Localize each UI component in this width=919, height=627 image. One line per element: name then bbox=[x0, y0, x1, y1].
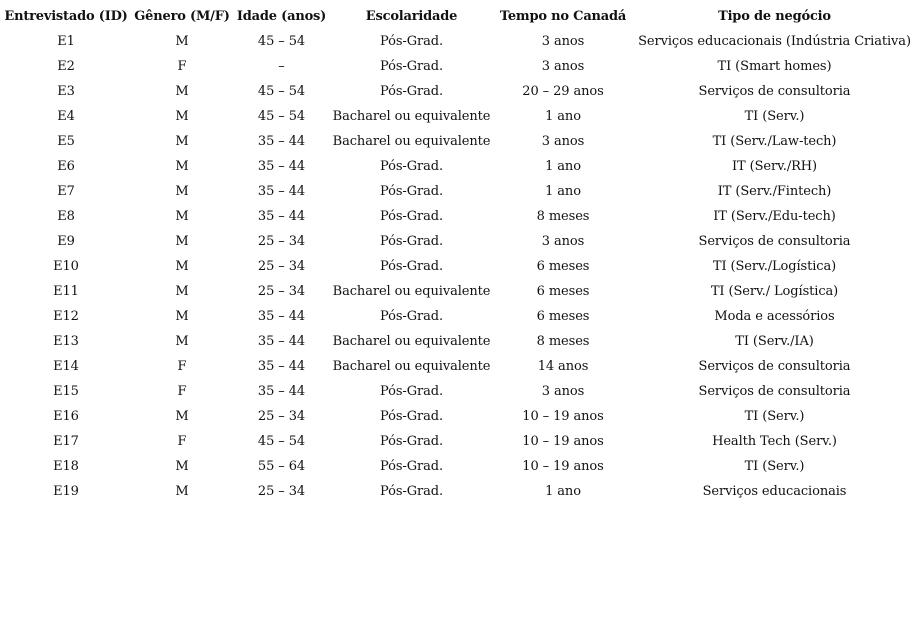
table-row bbox=[2, 179, 917, 204]
cell-gender: M bbox=[175, 109, 189, 124]
cell-id: E1 bbox=[57, 34, 75, 49]
cell-id: E7 bbox=[57, 184, 75, 199]
header-business-type: Tipo de negócio bbox=[718, 9, 831, 24]
table-row bbox=[2, 379, 917, 404]
cell-education: Pós-Grad. bbox=[379, 34, 443, 49]
cell-gender: M bbox=[175, 484, 189, 499]
cell-age: 45 – 54 bbox=[257, 84, 306, 99]
cell-education: Bacharel ou equivalente bbox=[332, 334, 491, 349]
cell-age: 25 – 34 bbox=[257, 409, 306, 424]
cell-id: E4 bbox=[57, 109, 75, 124]
cell-education: Pós-Grad. bbox=[379, 259, 443, 274]
cell-age: 45 – 54 bbox=[257, 109, 306, 124]
cell-age: 55 – 64 bbox=[257, 459, 306, 474]
cell-id: E16 bbox=[53, 409, 79, 424]
cell-education: Pós-Grad. bbox=[379, 59, 443, 74]
table-row bbox=[2, 454, 917, 479]
table-row bbox=[2, 429, 917, 454]
header-row bbox=[2, 4, 917, 29]
cell-gender: M bbox=[175, 334, 189, 349]
cell-education: Pós-Grad. bbox=[379, 459, 443, 474]
table-row bbox=[2, 304, 917, 329]
cell-age: 35 – 44 bbox=[257, 359, 306, 374]
cell-business-type: Serviços educacionais bbox=[702, 484, 847, 499]
cell-age: – bbox=[278, 59, 285, 74]
cell-age: 35 – 44 bbox=[257, 134, 306, 149]
cell-id: E17 bbox=[53, 434, 79, 449]
cell-time-in-canada: 1 ano bbox=[545, 484, 581, 499]
cell-time-in-canada: 6 meses bbox=[536, 259, 590, 274]
cell-time-in-canada: 6 meses bbox=[536, 309, 590, 324]
cell-business-type: TI (Serv./Logística) bbox=[712, 259, 837, 274]
cell-business-type: TI (Serv.) bbox=[744, 409, 805, 424]
cell-id: E12 bbox=[53, 309, 79, 324]
cell-gender: M bbox=[175, 234, 189, 249]
cell-business-type: TI (Smart homes) bbox=[717, 59, 832, 74]
header-education: Escolaridade bbox=[365, 9, 458, 24]
cell-business-type: TI (Serv./IA) bbox=[735, 334, 814, 349]
cell-education: Bacharel ou equivalente bbox=[332, 359, 491, 374]
cell-time-in-canada: 10 – 19 anos bbox=[522, 459, 604, 474]
cell-id: E15 bbox=[53, 384, 79, 399]
table-row bbox=[2, 404, 917, 429]
cell-education: Pós-Grad. bbox=[379, 309, 443, 324]
cell-age: 35 – 44 bbox=[257, 209, 306, 224]
header-id: Entrevistado (ID) bbox=[4, 9, 128, 24]
cell-id: E9 bbox=[57, 234, 75, 249]
cell-time-in-canada: 10 – 19 anos bbox=[522, 434, 604, 449]
cell-gender: M bbox=[175, 309, 189, 324]
cell-education: Pós-Grad. bbox=[379, 184, 443, 199]
cell-id: E10 bbox=[53, 259, 79, 274]
cell-time-in-canada: 20 – 29 anos bbox=[522, 84, 604, 99]
cell-business-type: TI (Serv.) bbox=[744, 459, 805, 474]
cell-time-in-canada: 8 meses bbox=[536, 209, 590, 224]
table-row bbox=[2, 279, 917, 304]
cell-gender: F bbox=[177, 359, 187, 374]
table-row bbox=[2, 54, 917, 79]
cell-id: E2 bbox=[57, 59, 75, 74]
cell-time-in-canada: 14 anos bbox=[537, 359, 589, 374]
table-row bbox=[2, 79, 917, 104]
cell-time-in-canada: 6 meses bbox=[536, 284, 590, 299]
cell-education: Bacharel ou equivalente bbox=[332, 109, 491, 124]
cell-time-in-canada: 3 anos bbox=[541, 59, 585, 74]
cell-age: 45 – 54 bbox=[257, 34, 306, 49]
cell-business-type: Serviços de consultoria bbox=[698, 84, 851, 99]
cell-age: 25 – 34 bbox=[257, 284, 306, 299]
cell-business-type: TI (Serv.) bbox=[744, 109, 805, 124]
cell-gender: M bbox=[175, 84, 189, 99]
interviewee-table-container bbox=[2, 4, 917, 504]
header-time-in-canada: Tempo no Canadá bbox=[499, 9, 627, 24]
table-row bbox=[2, 479, 917, 504]
cell-business-type: IT (Serv./RH) bbox=[731, 159, 818, 174]
cell-education: Pós-Grad. bbox=[379, 409, 443, 424]
cell-age: 35 – 44 bbox=[257, 184, 306, 199]
cell-id: E8 bbox=[57, 209, 75, 224]
cell-gender: F bbox=[177, 59, 187, 74]
cell-id: E6 bbox=[57, 159, 75, 174]
table-row bbox=[2, 204, 917, 229]
cell-time-in-canada: 1 ano bbox=[545, 184, 581, 199]
cell-id: E19 bbox=[53, 484, 79, 499]
cell-age: 25 – 34 bbox=[257, 484, 306, 499]
cell-time-in-canada: 3 anos bbox=[541, 134, 585, 149]
table-row bbox=[2, 354, 917, 379]
cell-education: Pós-Grad. bbox=[379, 434, 443, 449]
cell-id: E14 bbox=[53, 359, 79, 374]
cell-age: 35 – 44 bbox=[257, 384, 306, 399]
cell-education: Pós-Grad. bbox=[379, 484, 443, 499]
cell-gender: M bbox=[175, 184, 189, 199]
cell-gender: F bbox=[177, 384, 187, 399]
cell-time-in-canada: 3 anos bbox=[541, 384, 585, 399]
header-age: Idade (anos) bbox=[236, 9, 327, 24]
cell-time-in-canada: 3 anos bbox=[541, 34, 585, 49]
cell-education: Pós-Grad. bbox=[379, 384, 443, 399]
cell-time-in-canada: 8 meses bbox=[536, 334, 590, 349]
cell-id: E13 bbox=[53, 334, 79, 349]
cell-gender: M bbox=[175, 259, 189, 274]
cell-age: 25 – 34 bbox=[257, 259, 306, 274]
cell-education: Bacharel ou equivalente bbox=[332, 134, 491, 149]
cell-business-type: TI (Serv./Law-tech) bbox=[712, 134, 837, 149]
cell-business-type: Health Tech (Serv.) bbox=[712, 434, 837, 449]
cell-age: 35 – 44 bbox=[257, 159, 306, 174]
cell-gender: M bbox=[175, 459, 189, 474]
table-header bbox=[2, 4, 917, 29]
table-row bbox=[2, 154, 917, 179]
cell-gender: M bbox=[175, 284, 189, 299]
table-row bbox=[2, 104, 917, 129]
cell-business-type: IT (Serv./Fintech) bbox=[717, 184, 832, 199]
cell-education: Pós-Grad. bbox=[379, 234, 443, 249]
cell-gender: F bbox=[177, 434, 187, 449]
cell-time-in-canada: 1 ano bbox=[545, 159, 581, 174]
cell-business-type: IT (Serv./Edu-tech) bbox=[713, 209, 836, 224]
cell-business-type: Moda e acessórios bbox=[714, 309, 835, 324]
cell-education: Pós-Grad. bbox=[379, 84, 443, 99]
cell-education: Pós-Grad. bbox=[379, 209, 443, 224]
cell-gender: M bbox=[175, 134, 189, 149]
cell-business-type: Serviços educacionais (Indústria Criativa) bbox=[638, 34, 911, 49]
header-gender: Gênero (M/F) bbox=[134, 9, 230, 24]
cell-time-in-canada: 10 – 19 anos bbox=[522, 409, 604, 424]
cell-business-type: Serviços de consultoria bbox=[698, 384, 851, 399]
cell-id: E5 bbox=[57, 134, 75, 149]
cell-age: 45 – 54 bbox=[257, 434, 306, 449]
cell-time-in-canada: 1 ano bbox=[545, 109, 581, 124]
cell-age: 25 – 34 bbox=[257, 234, 306, 249]
cell-id: E11 bbox=[53, 284, 79, 299]
cell-time-in-canada: 3 anos bbox=[541, 234, 585, 249]
table-row bbox=[2, 254, 917, 279]
table-row bbox=[2, 29, 917, 54]
cell-education: Bacharel ou equivalente bbox=[332, 284, 491, 299]
cell-age: 35 – 44 bbox=[257, 309, 306, 324]
cell-business-type: Serviços de consultoria bbox=[698, 234, 851, 249]
table-row bbox=[2, 229, 917, 254]
cell-id: E18 bbox=[53, 459, 79, 474]
table-row bbox=[2, 329, 917, 354]
cell-age: 35 – 44 bbox=[257, 334, 306, 349]
interviewee-table bbox=[2, 4, 917, 504]
cell-gender: M bbox=[175, 409, 189, 424]
cell-education: Pós-Grad. bbox=[379, 159, 443, 174]
cell-gender: M bbox=[175, 209, 189, 224]
table-body bbox=[2, 29, 917, 504]
cell-business-type: Serviços de consultoria bbox=[698, 359, 851, 374]
cell-gender: M bbox=[175, 159, 189, 174]
cell-business-type: TI (Serv./ Logística) bbox=[710, 284, 839, 299]
cell-gender: M bbox=[175, 34, 189, 49]
table-row bbox=[2, 129, 917, 154]
cell-id: E3 bbox=[57, 84, 75, 99]
